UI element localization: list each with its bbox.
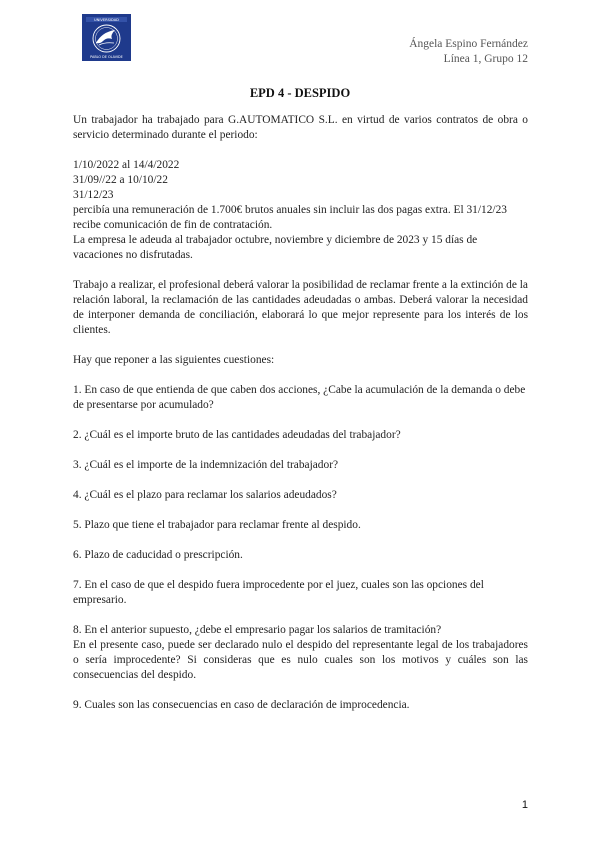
question-8: 8. En el anterior supuesto, ¿debe el empresario pagar los salarios de tramitación? bbox=[73, 624, 442, 636]
debt-paragraph: La empresa le adeuda al trabajador octubre, noviembre y diciembre de 2023 y 15 días de vacaciones no disfrutadas. bbox=[73, 234, 478, 261]
question-3: 3. ¿Cuál es el importe de la indemnización del trabajador? bbox=[73, 459, 339, 471]
intro-paragraph: Un trabajador ha trabajado para G.AUTOMATICO S.L. en virtud de varios contratos de obra o servicio determinado durante el periodo: bbox=[73, 114, 528, 141]
page-number: 1 bbox=[521, 799, 528, 811]
work-paragraph: Trabajo a realizar, el profesional deberá valorar la posibilidad de reclamar frente a la extinción de la relación laboral, la reclamación de las cantidades adeudadas o ambas. Deberá valorar la necesidad de interponer demanda de conciliación, elaborará lo que mejor represente para los interés de los clientes. bbox=[73, 279, 528, 336]
university-logo bbox=[82, 14, 131, 61]
author-name: Ángela Espino Fernández bbox=[409, 38, 528, 50]
questions-intro: Hay que reponer a las siguientes cuestiones: bbox=[73, 354, 275, 366]
university-logo-icon bbox=[82, 14, 131, 61]
question-7: 7. En el caso de que el despido fuera improcedente por el juez, cuales son las opciones del empresario. bbox=[73, 579, 484, 606]
question-4: 4. ¿Cuál es el plazo para reclamar los salarios adeudados? bbox=[73, 489, 337, 501]
question-5: 5. Plazo que tiene el trabajador para reclamar frente al despido. bbox=[73, 519, 361, 531]
document-header bbox=[409, 37, 528, 67]
question-1: 1. En caso de que entienda de que caben dos acciones, ¿Cabe la acumulación de la demanda o debe de presentarse por acumulado? bbox=[73, 384, 526, 411]
document-body bbox=[73, 113, 528, 713]
logo-top-text: UNIVERSIDAD bbox=[94, 18, 119, 22]
salary-paragraph: percibía una remuneración de 1.700€ brutos anuales sin incluir las dos pagas extra. El 31/12/23 recibe comunicación de fin de contratación. bbox=[73, 204, 507, 231]
period-line: 31/12/23 bbox=[73, 189, 114, 201]
document-title: EPD 4 - DESPIDO bbox=[249, 86, 351, 100]
group-info: Línea 1, Grupo 12 bbox=[443, 53, 528, 65]
question-6: 6. Plazo de caducidad o prescripción. bbox=[73, 549, 243, 561]
question-9: 9. Cuales son las consecuencias en caso de declaración de improcedencia. bbox=[73, 699, 410, 711]
logo-bottom-text: PABLO DE OLAVIDE bbox=[90, 55, 123, 59]
question-2: 2. ¿Cuál es el importe bruto de las cantidades adeudadas del trabajador? bbox=[73, 429, 401, 441]
period-line: 31/09//22 a 10/10/22 bbox=[73, 174, 168, 186]
question-8-followup: En el presente caso, puede ser declarado nulo el despido del representante legal de los trabajadores o sería improcedente? Si consideras que es nulo cuales son los motivos y cuáles son las consecuencias del despido. bbox=[73, 639, 528, 681]
period-line: 1/10/2022 al 14/4/2022 bbox=[73, 159, 180, 171]
